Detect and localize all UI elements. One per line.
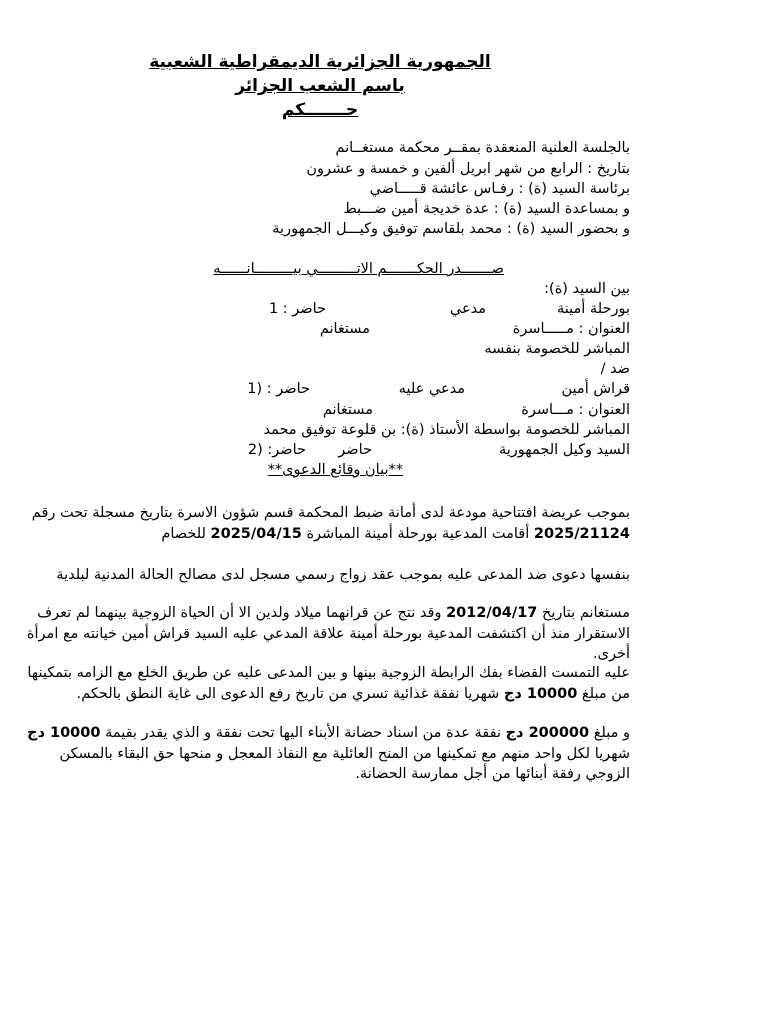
plaintiff-representation: المباشر للخصومة بنفسه [484, 341, 630, 357]
defendant-city: مستغانم [322, 402, 373, 418]
facts-p1-text-a: بموجب عريضة افتتاحية مودعة لدى أمانة ضبط المحكمة قسم شؤون الاسرة بتاريخ [139, 505, 630, 521]
facts-p1-text-d: للخصام [161, 525, 206, 542]
facts-p4-text-b: شهريا نفقة غذائية تسري من تاريخ رفع الدعوى الى غاية النطق بالحكم. [76, 685, 500, 702]
session-judge-line: برئاسة السيد (ة) : رفـاس عائشة قـــــاضي [369, 181, 630, 197]
facts-p1-text-c: أقامت المدعية بورحلة أمينة المباشرة [306, 525, 530, 542]
session-court-line: بالجلسة العلنية المنعقدة بمقــر محكمة مستغــانم [335, 140, 630, 156]
facts-p3-text-b: وقد نتج عن قرانهما ميلاد ولدين الا أن الحياة الزوجية بينهما لم تعرف الاستقرار منذ أن اكتشفت المدعية بورحلة أمينة علاقة المدعي عليه السيد قراش أمين خيانته مع امرأة أخرى. [26, 605, 630, 663]
verdict-heading: صـــــــدر الحكـــــــم الاتـــــــــي بيـــــــــانــــــه [213, 261, 504, 277]
defendant-name: قراش أمين [561, 381, 630, 397]
facts-paragraph-1 [12, 503, 630, 544]
facts-heading: **بيان وقائع الدعوى** [267, 462, 403, 478]
child-support-amount: 10000 دج [27, 725, 101, 741]
plaintiff-name: بورحلة أمينة [557, 301, 630, 317]
prosecutor-label: السيد وكيل الجمهورية [498, 442, 630, 458]
filing-date: 2025/04/15 [210, 525, 302, 542]
prosecutor-present-1: حاضر [338, 442, 372, 458]
plaintiff-city: مستغانم [319, 321, 370, 337]
marriage-date: 2012/04/17 [446, 605, 538, 621]
waiting-period-amount: 200000 دج [505, 725, 590, 741]
between-label: بين السيد (ة): [544, 281, 630, 297]
facts-p1-text-b: مسجلة تحت رقم [31, 505, 135, 521]
defendant-role: مدعي عليه [398, 381, 465, 397]
facts-paragraph-5 [12, 723, 630, 785]
defendant-representation: المباشر للخصومة بواسطة الأستاذ (ة): بن قلوعة توفيق محمد [263, 422, 630, 438]
facts-p5-text-a: و مبلغ [593, 725, 630, 741]
alimony-amount: 10000 دج [503, 685, 578, 702]
session-clerk-line: و بمساعدة السيد (ة) : عدة خديجة أمين ضـــبط [343, 201, 630, 217]
plaintiff-status: حاضر : 1 [268, 301, 326, 317]
plaintiff-address: العنوان : مـــــاسرة [512, 321, 630, 337]
case-number: 2025/21124 [533, 525, 630, 542]
facts-p3-text-a: مستغانم بتاريخ [541, 605, 630, 621]
plaintiff-role: مدعي [449, 301, 486, 317]
prosecutor-present-2: حاضر: (2 [247, 442, 306, 458]
session-prosecutor-line: و بحضور السيد (ة) : محمد بلقاسم توفيق وكيـــل الجمهورية [272, 221, 630, 237]
people-name-heading: باسم الشعب الجزائر [235, 76, 405, 96]
session-date-line: بتاريخ : الرابع من شهر ابريل ألفين و خمسة و عشرون [306, 161, 630, 177]
defendant-status: حاضر : (1 [247, 381, 310, 397]
judgment-title: حـــــــكم [281, 100, 359, 120]
against-label: ضد / [600, 361, 630, 377]
facts-paragraph-3 [12, 603, 630, 665]
facts-paragraph-2: بنفسها دعوى ضد المدعى عليه بموجب عقد زواج رسمي مسجل لدى مصالح الحالة المدنية لبلدية [56, 567, 630, 583]
facts-paragraph-4 [12, 663, 630, 704]
facts-p5-text-b: نفقة عدة من اسناد حضانة الأبناء اليها تحت نفقة و الذي يقدر بقيمة [105, 725, 501, 741]
facts-p4-text-a: عليه التمست القضاء بفك الرابطة الزوجية بينها و بين المدعى عليه عن طريق الخلع مع الزامه بتمكينها من مبلغ [27, 665, 630, 702]
facts-p5-text-c: شهريا لكل واحد منهم مع تمكينها من المنح العائلية مع النفاذ المعجل و منحها حق البقاء بالمسكن الزوجي رفقة أبنائها من أجل ممارسة الحضانة. [59, 745, 630, 783]
defendant-address: العنوان : مـــاسرة [521, 402, 630, 418]
republic-heading: الجمهورية الجزائرية الديمقراطية الشعبية [149, 52, 491, 72]
